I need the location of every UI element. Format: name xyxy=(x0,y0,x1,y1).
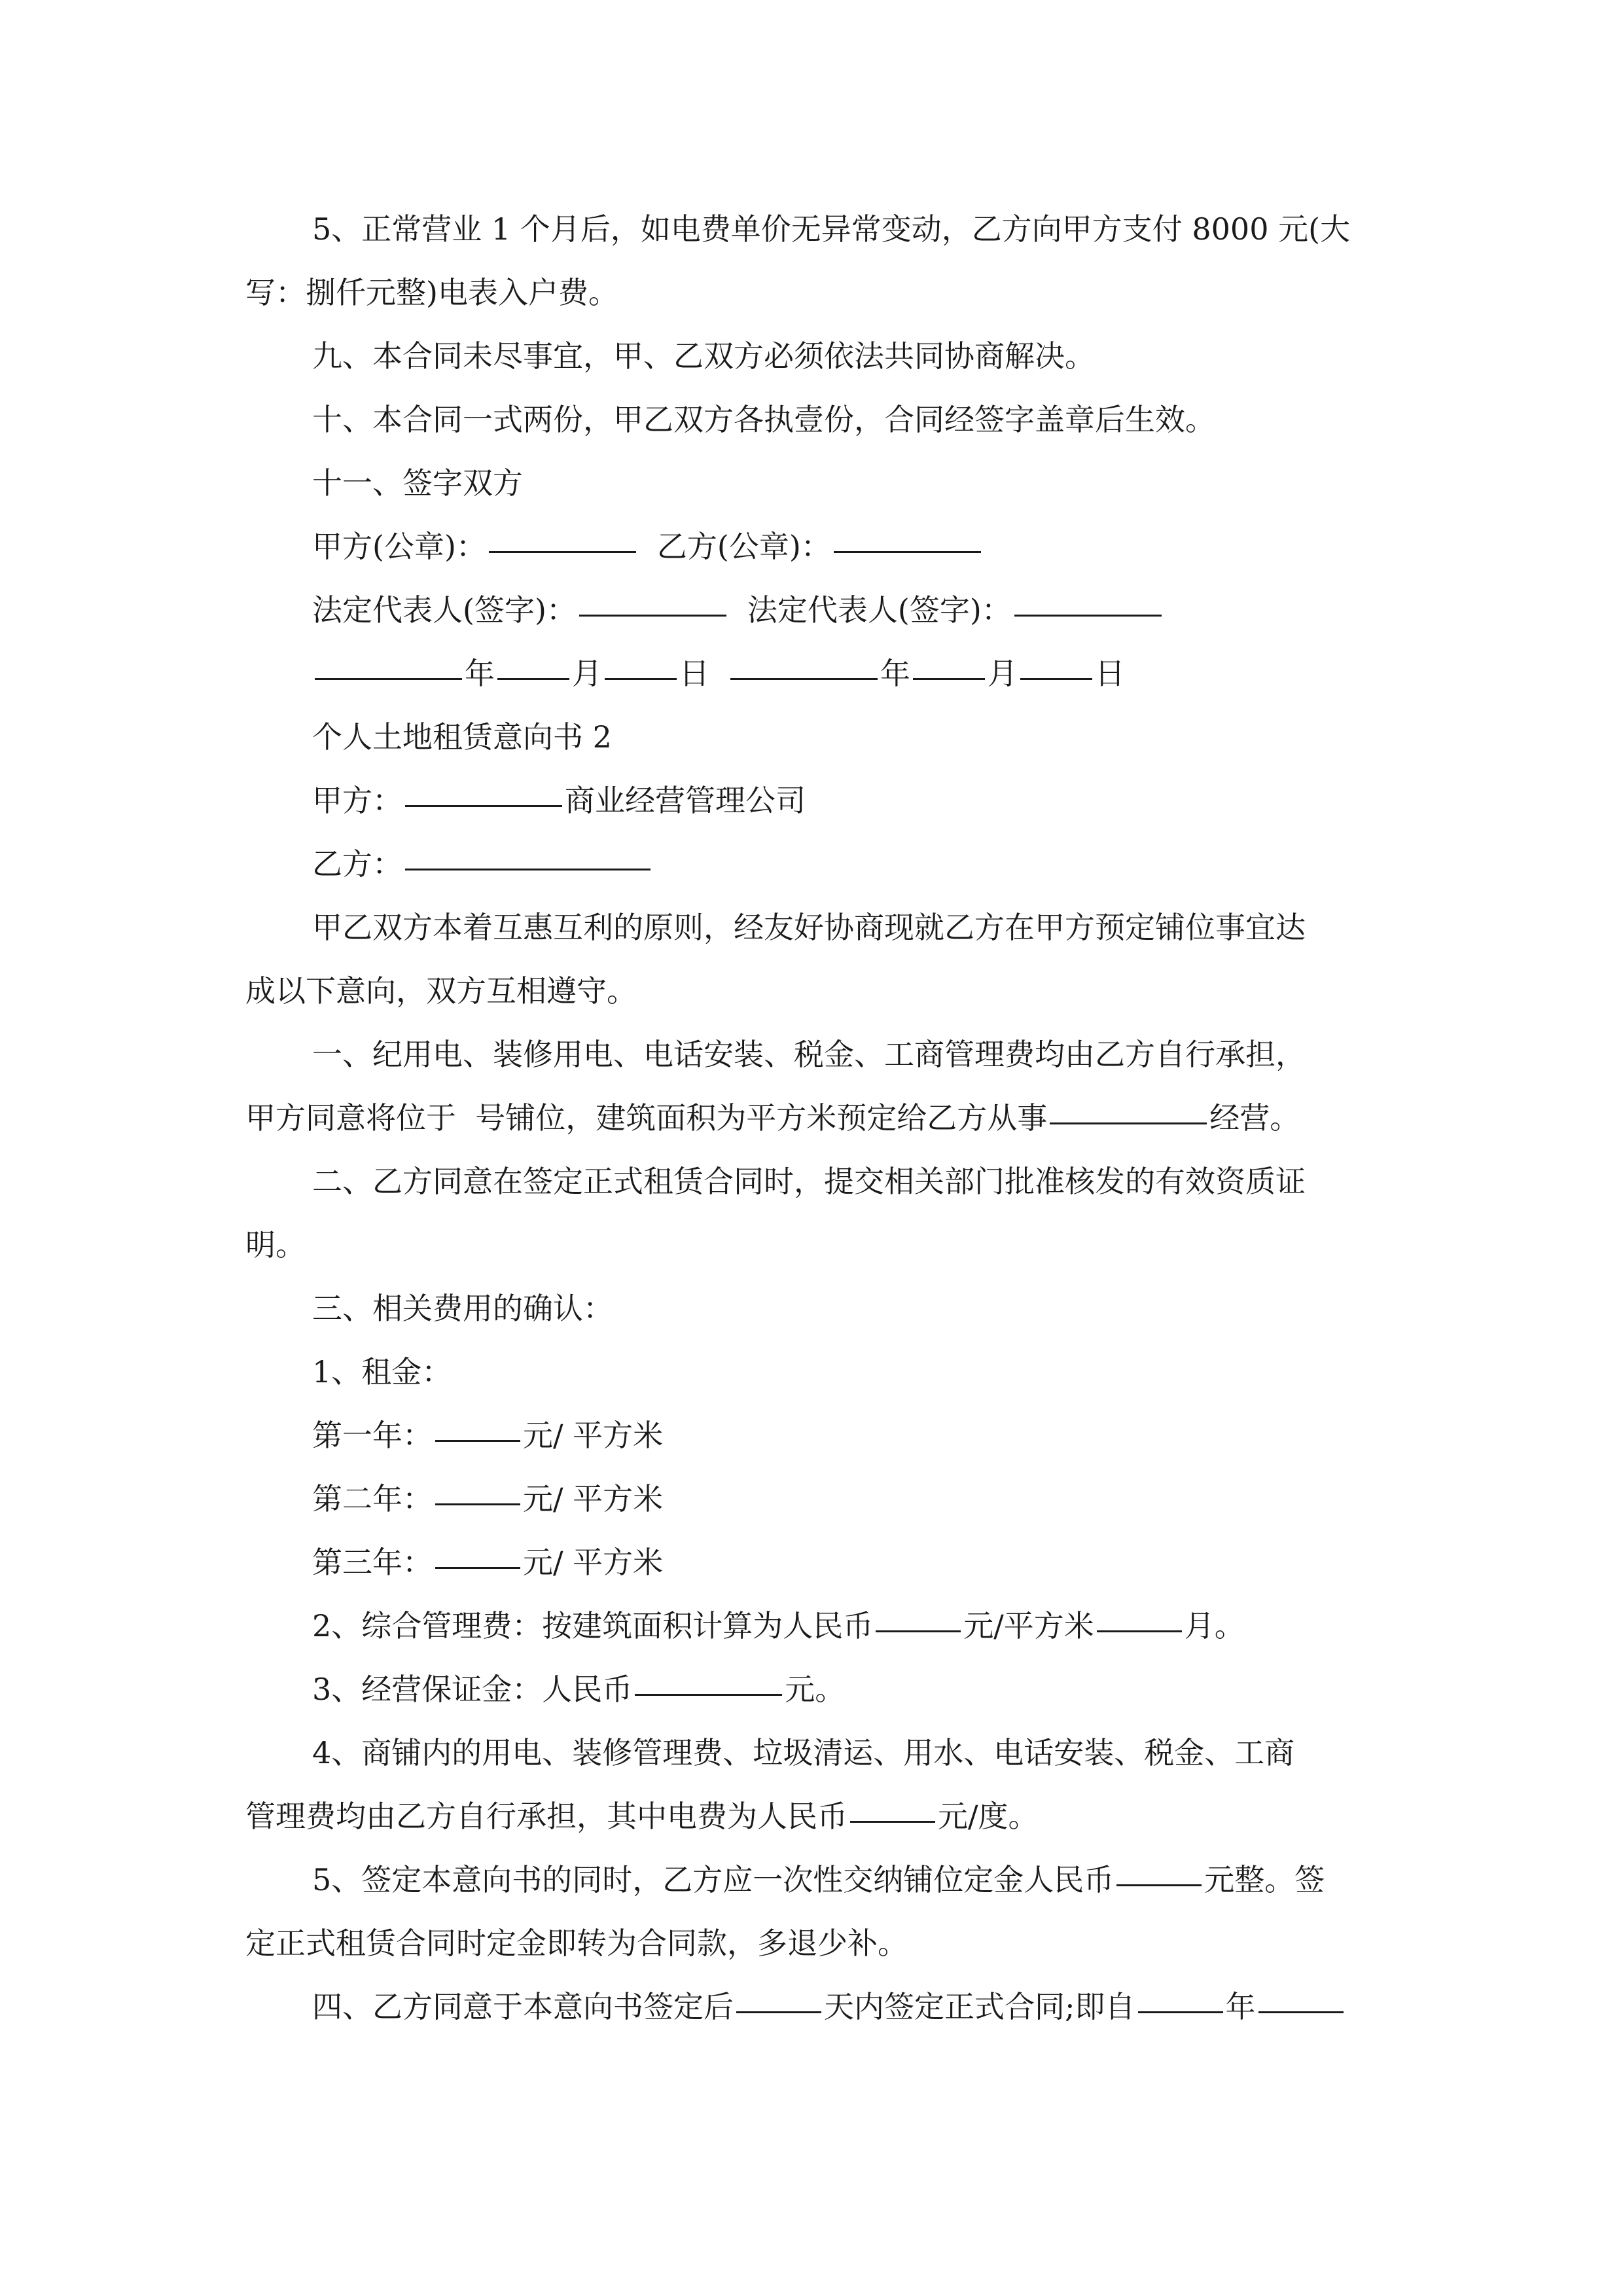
blank-field[interactable] xyxy=(497,644,569,680)
blank-field[interactable] xyxy=(1097,1596,1182,1632)
rent-year-two: 第二年： 元/ 平方米 xyxy=(245,1467,1381,1531)
section-title: 个人土地租赁意向书 2 xyxy=(312,719,612,755)
rent-year-one: 第一年： 元/ 平方米 xyxy=(245,1404,1381,1467)
blank-field[interactable] xyxy=(435,1406,520,1442)
signature-seal-line: 甲方(公章)： 乙方(公章)： xyxy=(245,515,1381,579)
blank-field[interactable] xyxy=(635,1660,782,1696)
blank-field[interactable] xyxy=(1014,581,1162,617)
blank-field[interactable] xyxy=(913,644,985,680)
rent-title: 1、租金： xyxy=(312,1354,452,1390)
blank-field[interactable] xyxy=(405,771,562,807)
blank-field[interactable] xyxy=(605,644,677,680)
item-four: 4、商铺内的用电、装修管理费、垃圾清运、用水、电话安装、税金、工商 管理费均由乙方自行承担，其中电费为人民币 元/度。 xyxy=(245,1735,1295,1834)
blank-field[interactable] xyxy=(1116,1850,1202,1886)
clause-electric-fee: 5、正常营业 1 个月后，如电费单价无异常变动，乙方向甲方支付 8000 元(大 写：捌仟元整)电表入户费。 xyxy=(245,211,1351,310)
blank-field[interactable] xyxy=(405,834,651,870)
management-fee: 2、综合管理费：按建筑面积计算为人民币 元/平方米 月。 xyxy=(245,1594,1381,1658)
clause-nine: 九、本合同未尽事宜，甲、乙双方必须依法共同协商解决。 xyxy=(312,338,1095,374)
blank-field[interactable] xyxy=(730,644,878,680)
blank-field[interactable] xyxy=(1258,1977,1344,2013)
blank-field[interactable] xyxy=(876,1596,961,1632)
blank-field[interactable] xyxy=(736,1977,821,2013)
item-five: 5、签定本意向书的同时，乙方应一次性交纳铺位定金人民币 元整。签 定正式租赁合同时定金即转为合同款，多退少补。 xyxy=(245,1848,1381,1975)
party-b-line: 乙方： xyxy=(245,833,1381,896)
party-a-line: 甲方： 商业经营管理公司 xyxy=(245,769,1381,833)
intro-paragraph: 甲乙双方本着互惠互利的原则，经友好协商现就乙方在甲方预定铺位事宜达 成以下意向，双方互相遵守。 xyxy=(245,910,1306,1009)
blank-field[interactable] xyxy=(579,581,726,617)
section-four: 四、乙方同意于本意向书签定后 天内签定正式合同;即自 年 xyxy=(245,1975,1381,2039)
blank-field[interactable] xyxy=(850,1787,935,1823)
blank-field[interactable] xyxy=(435,1469,520,1505)
signature-rep-line: 法定代表人(签字)： 法定代表人(签字)： xyxy=(245,579,1381,642)
clause-ten: 十、本合同一式两份，甲乙双方各执壹份，合同经签字盖章后生效。 xyxy=(312,402,1215,437)
blank-field[interactable] xyxy=(834,517,981,553)
clause-eleven: 十一、签字双方 xyxy=(312,465,523,501)
blank-field[interactable] xyxy=(489,517,636,553)
blank-field[interactable] xyxy=(435,1533,520,1569)
section-three: 三、相关费用的确认： xyxy=(312,1291,613,1326)
blank-field[interactable] xyxy=(1050,1088,1207,1124)
signature-date-line: 年 月 日 年 月 日 xyxy=(245,642,1381,706)
section-one: 一、纪用电、装修用电、电话安装、税金、工商管理费均由乙方自行承担， 甲方同意将位于 号铺位，建筑面积为平方米预定给乙方从事 经营。 xyxy=(245,1037,1306,1136)
document-body xyxy=(245,198,1381,2039)
section-two: 二、乙方同意在签定正式租赁合同时，提交相关部门批准核发的有效资质证 明。 xyxy=(245,1164,1306,1263)
rent-year-three: 第三年： 元/ 平方米 xyxy=(245,1531,1381,1594)
blank-field[interactable] xyxy=(1138,1977,1223,2013)
blank-field[interactable] xyxy=(1020,644,1092,680)
blank-field[interactable] xyxy=(315,644,462,680)
business-deposit: 3、经营保证金：人民币 元。 xyxy=(245,1658,1381,1721)
